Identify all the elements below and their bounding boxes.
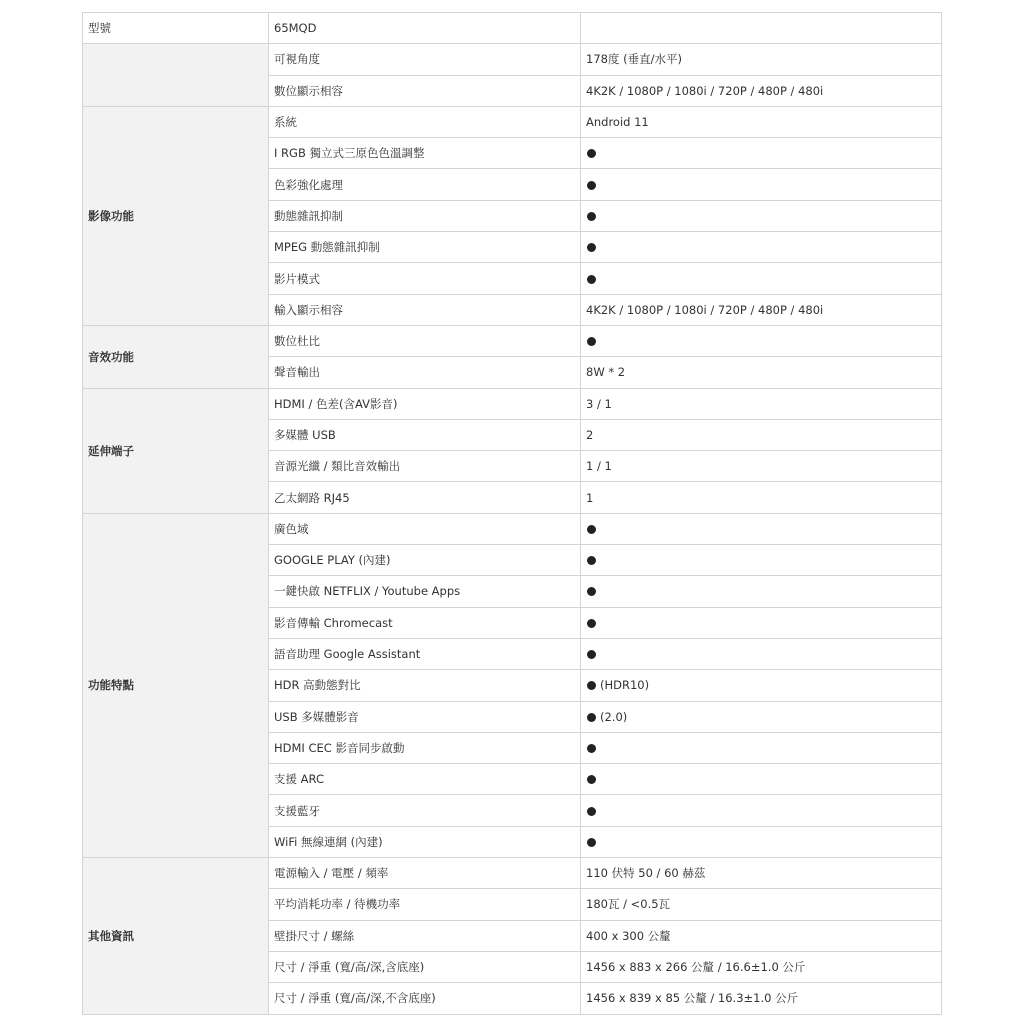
feature-cell: 影片模式 bbox=[269, 263, 581, 294]
feature-cell: I RGB 獨立式三原色色溫調整 bbox=[269, 138, 581, 169]
spec-row bbox=[83, 325, 942, 356]
value-cell bbox=[581, 701, 942, 732]
feature-cell: WiFi 無線連網 (內建) bbox=[269, 826, 581, 857]
spec-table bbox=[82, 12, 942, 1015]
value-cell bbox=[581, 169, 942, 200]
feature-cell: 輸入顯示相容 bbox=[269, 294, 581, 325]
supported-dot-icon bbox=[587, 681, 596, 690]
feature-cell: 支援藍牙 bbox=[269, 795, 581, 826]
value-cell: 2 bbox=[581, 419, 942, 450]
value-cell bbox=[581, 513, 942, 544]
value-cell bbox=[581, 732, 942, 763]
supported-dot-icon bbox=[587, 275, 596, 284]
feature-cell: 廣色域 bbox=[269, 513, 581, 544]
value-cell: 1456 x 839 x 85 公釐 / 16.3±1.0 公斤 bbox=[581, 983, 942, 1014]
feature-cell: 聲音輸出 bbox=[269, 357, 581, 388]
value-cell: 180瓦 / <0.5瓦 bbox=[581, 889, 942, 920]
supported-dot-icon bbox=[587, 619, 596, 628]
model-value: 65MQD bbox=[269, 13, 581, 44]
supported-dot-icon bbox=[587, 650, 596, 659]
supported-dot-icon bbox=[587, 587, 596, 596]
feature-cell: 支援 ARC bbox=[269, 764, 581, 795]
supported-dot-icon bbox=[587, 838, 596, 847]
spec-row bbox=[83, 44, 942, 75]
supported-dot-icon bbox=[587, 525, 596, 534]
spec-table-body bbox=[83, 13, 942, 1015]
value-cell: 1 bbox=[581, 482, 942, 513]
feature-cell: 影音傳輸 Chromecast bbox=[269, 607, 581, 638]
value-cell bbox=[581, 795, 942, 826]
spec-row bbox=[83, 106, 942, 137]
feature-cell: 乙太網路 RJ45 bbox=[269, 482, 581, 513]
model-label: 型號 bbox=[83, 13, 269, 44]
feature-cell: USB 多媒體影音 bbox=[269, 701, 581, 732]
model-value-empty bbox=[581, 13, 942, 44]
category-cell: 影像功能 bbox=[83, 106, 269, 325]
category-cell bbox=[83, 44, 269, 107]
supported-dot-icon bbox=[587, 775, 596, 784]
supported-dot-icon bbox=[587, 744, 596, 753]
value-cell: 4K2K / 1080P / 1080i / 720P / 480P / 480i bbox=[581, 294, 942, 325]
feature-cell: 數位顯示相容 bbox=[269, 75, 581, 106]
value-cell: 1 / 1 bbox=[581, 451, 942, 482]
spec-row bbox=[83, 388, 942, 419]
value-note: (HDR10) bbox=[600, 678, 650, 693]
value-cell: 110 伏特 50 / 60 赫茲 bbox=[581, 858, 942, 889]
feature-cell: 動態雜訊抑制 bbox=[269, 200, 581, 231]
feature-cell: 電源輸入 / 電壓 / 頻率 bbox=[269, 858, 581, 889]
value-cell bbox=[581, 545, 942, 576]
supported-dot-icon bbox=[587, 149, 596, 158]
feature-cell: 尺寸 / 淨重 (寬/高/深,含底座) bbox=[269, 951, 581, 982]
feature-cell: 系統 bbox=[269, 106, 581, 137]
value-cell bbox=[581, 576, 942, 607]
value-note: (2.0) bbox=[600, 709, 628, 724]
model-row bbox=[83, 13, 942, 44]
feature-cell: 數位杜比 bbox=[269, 325, 581, 356]
value-cell: 178度 (垂直/水平) bbox=[581, 44, 942, 75]
feature-cell: HDMI CEC 影音同步啟動 bbox=[269, 732, 581, 763]
supported-dot-icon bbox=[587, 807, 596, 816]
spec-row bbox=[83, 858, 942, 889]
feature-cell: 平均消耗功率 / 待機功率 bbox=[269, 889, 581, 920]
supported-dot-icon bbox=[587, 212, 596, 221]
value-cell: 1456 x 883 x 266 公釐 / 16.6±1.0 公斤 bbox=[581, 951, 942, 982]
feature-cell: MPEG 動態雜訊抑制 bbox=[269, 232, 581, 263]
feature-cell: 色彩強化處理 bbox=[269, 169, 581, 200]
value-cell: 4K2K / 1080P / 1080i / 720P / 480P / 480i bbox=[581, 75, 942, 106]
value-cell bbox=[581, 232, 942, 263]
value-cell bbox=[581, 826, 942, 857]
feature-cell: 尺寸 / 淨重 (寬/高/深,不含底座) bbox=[269, 983, 581, 1014]
value-cell bbox=[581, 638, 942, 669]
feature-cell: 音源光纖 / 類比音效輸出 bbox=[269, 451, 581, 482]
supported-dot-icon bbox=[587, 556, 596, 565]
category-cell: 功能特點 bbox=[83, 513, 269, 857]
feature-cell: GOOGLE PLAY (內建) bbox=[269, 545, 581, 576]
supported-dot-icon bbox=[587, 243, 596, 252]
feature-cell: 可視角度 bbox=[269, 44, 581, 75]
feature-cell: 壁掛尺寸 / 螺絲 bbox=[269, 920, 581, 951]
supported-dot-icon bbox=[587, 713, 596, 722]
value-cell: 3 / 1 bbox=[581, 388, 942, 419]
category-cell: 其他資訊 bbox=[83, 858, 269, 1014]
feature-cell: 多媒體 USB bbox=[269, 419, 581, 450]
supported-dot-icon bbox=[587, 181, 596, 190]
category-cell: 音效功能 bbox=[83, 325, 269, 388]
feature-cell: HDMI / 色差(含AV影音) bbox=[269, 388, 581, 419]
spec-row bbox=[83, 513, 942, 544]
feature-cell: 一鍵快啟 NETFLIX / Youtube Apps bbox=[269, 576, 581, 607]
value-cell bbox=[581, 263, 942, 294]
value-cell bbox=[581, 200, 942, 231]
value-cell: 8W * 2 bbox=[581, 357, 942, 388]
feature-cell: HDR 高動態對比 bbox=[269, 670, 581, 701]
value-cell bbox=[581, 764, 942, 795]
value-cell: 400 x 300 公釐 bbox=[581, 920, 942, 951]
feature-cell: 語音助理 Google Assistant bbox=[269, 638, 581, 669]
value-cell bbox=[581, 325, 942, 356]
value-cell bbox=[581, 607, 942, 638]
supported-dot-icon bbox=[587, 337, 596, 346]
value-cell bbox=[581, 670, 942, 701]
value-cell: Android 11 bbox=[581, 106, 942, 137]
value-cell bbox=[581, 138, 942, 169]
category-cell: 延伸端子 bbox=[83, 388, 269, 513]
